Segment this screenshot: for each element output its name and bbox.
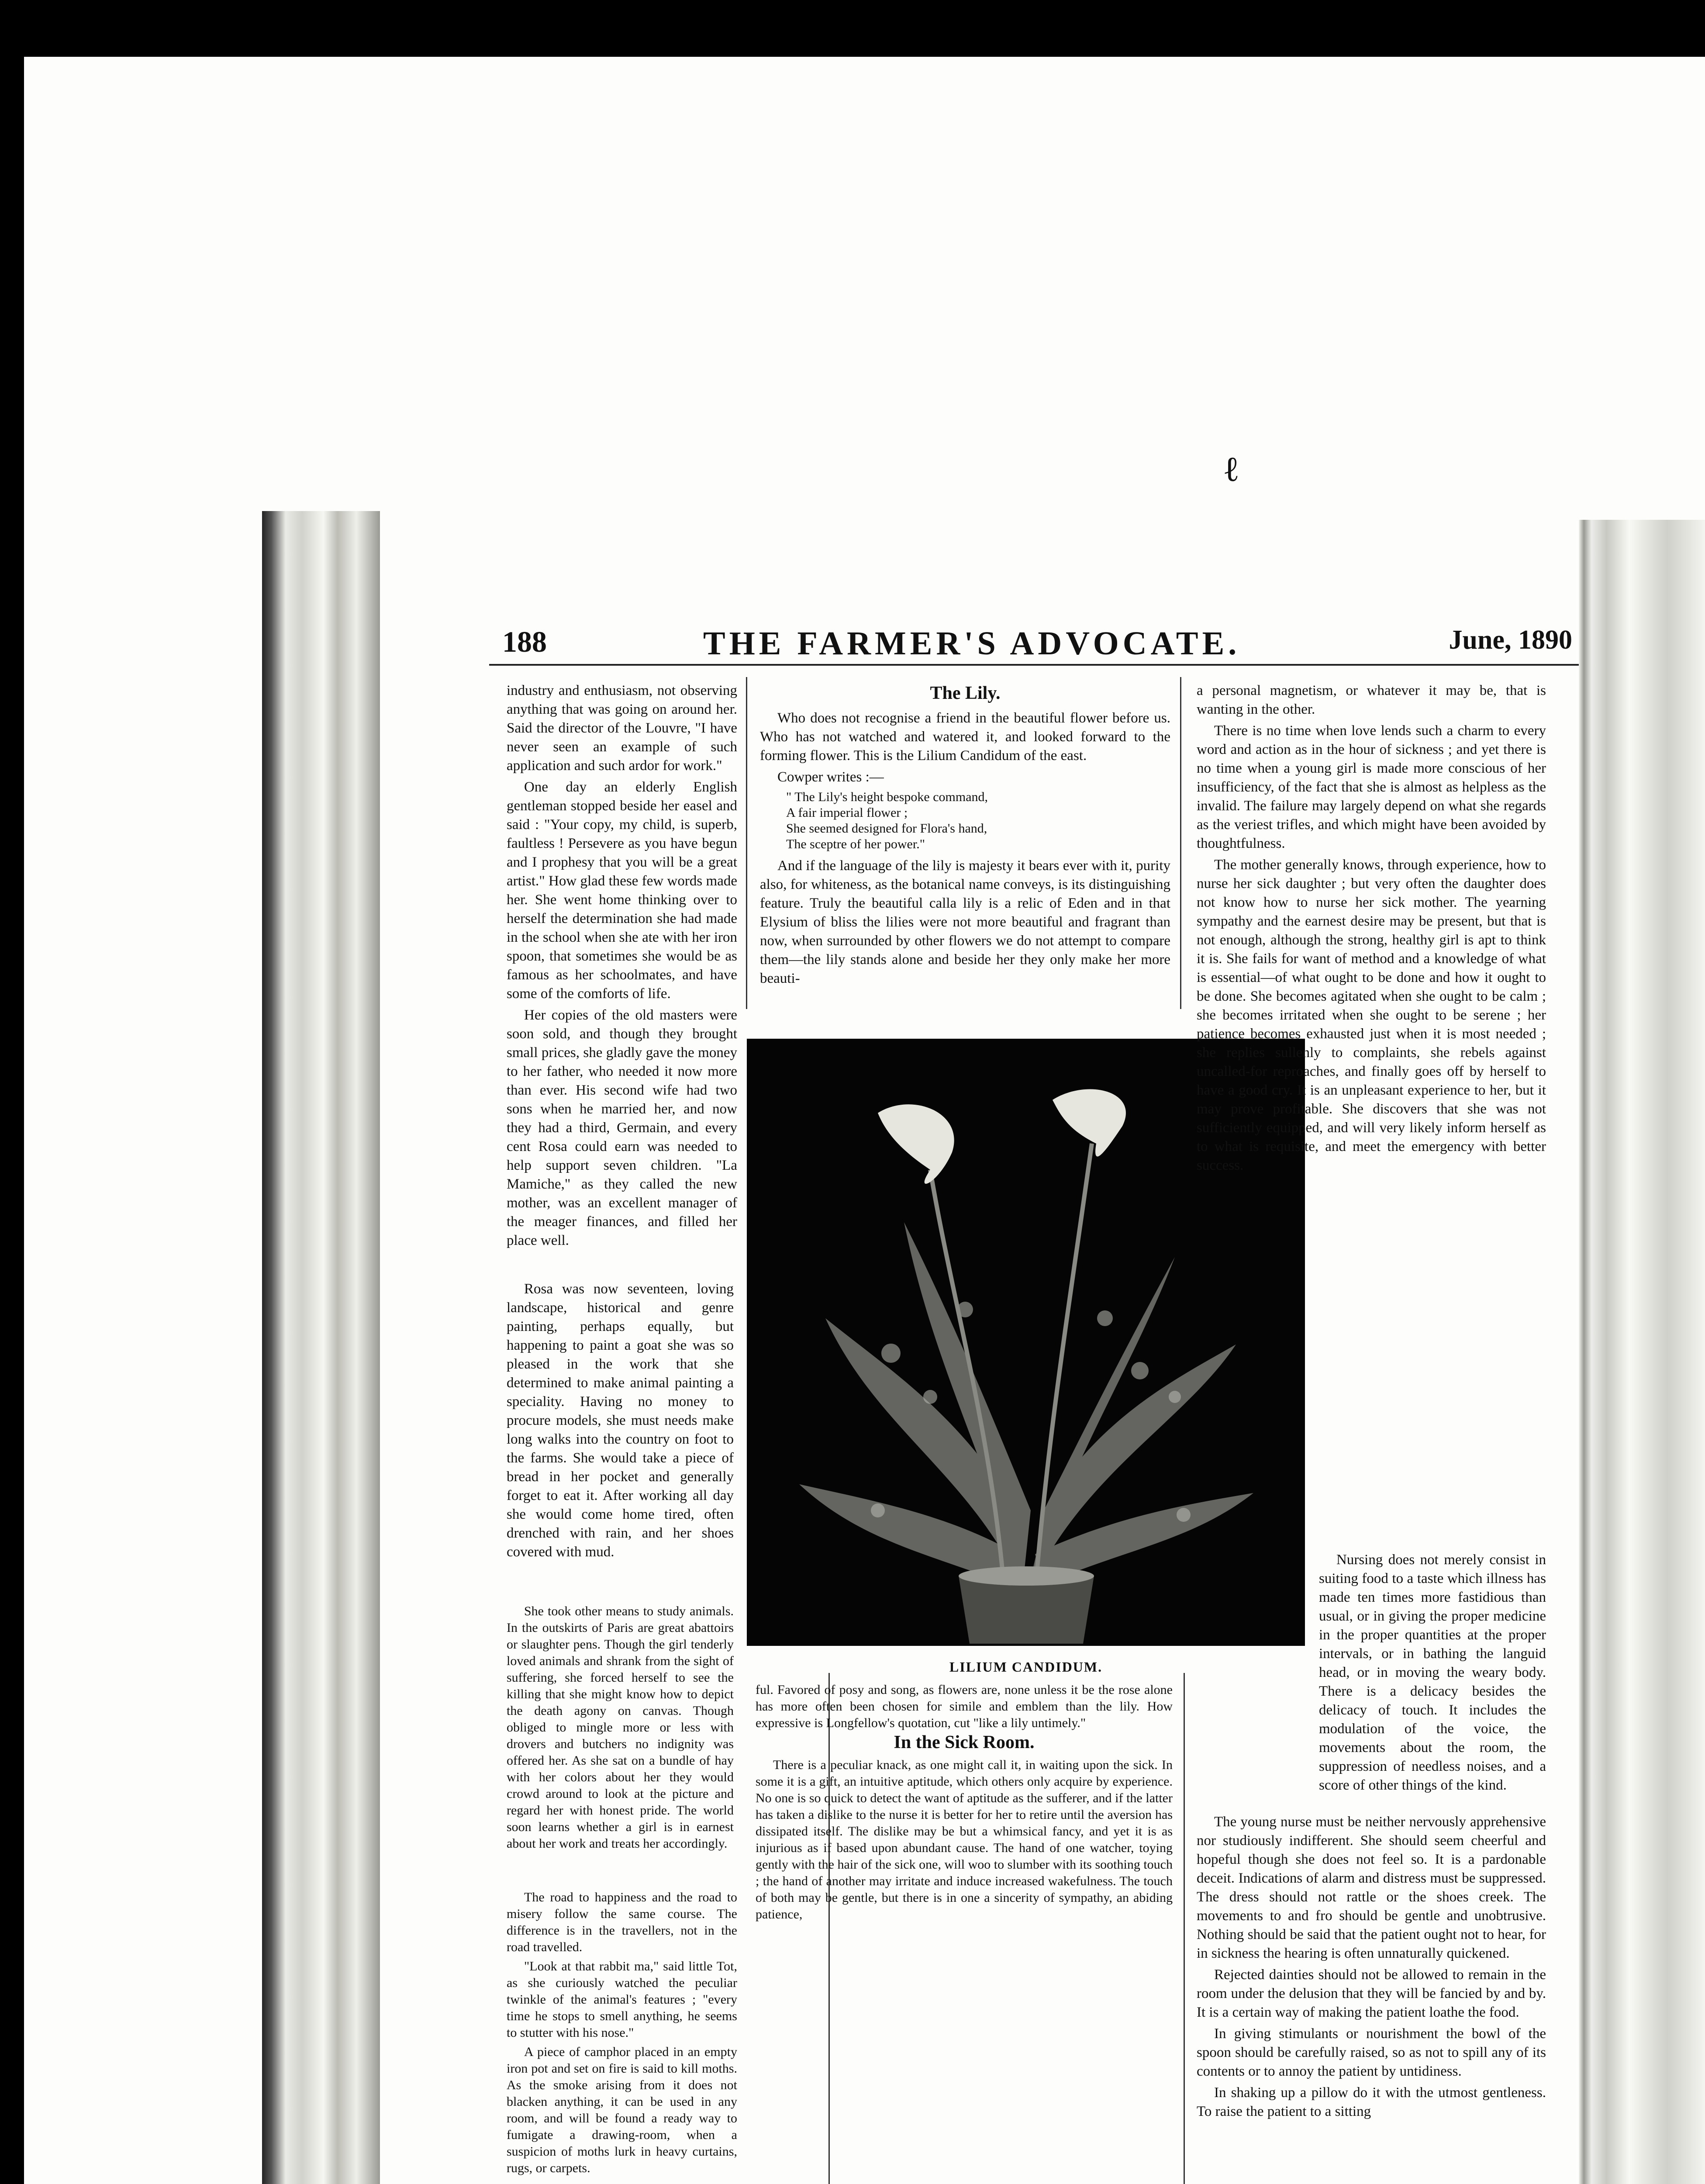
book-spine-left-pages [262, 511, 380, 2184]
stray-mark: ℓ [1223, 450, 1240, 489]
column-divider [746, 677, 747, 1009]
column-divider [1180, 677, 1181, 1009]
paragraph: A piece of camphor placed in an empty iron pot and set on fire is said to kill moths. As the smoke arising from it does not blacken anything, it can be used in any room, and will be found a ready way to fumigate a drawing-room, when a suspicion of moths lurk in heavy curtains, rugs, or carpets. [507, 2045, 737, 2175]
paragraph: In shaking up a pillow do it with the utmost gentleness. To raise the patient to a sitting [1197, 2085, 1546, 2119]
article-title-sick-room: In the Sick Room. [894, 1732, 1035, 1752]
book-right-pages-edge [1579, 520, 1705, 2184]
verse-line: She seemed designed for Flora's hand, [786, 821, 987, 836]
column-1-top [507, 681, 737, 1253]
paragraph: Her copies of the old masters were soon sold, and though they brought small prices, she gladly gave the money to her father, who needed it now more than ever. His second wife had two sons when he married her, and now they had a third, Germain, and every cent Rosa could earn was needed to help support seven children. "La Mamiche," as they called the new mother, was an excellent manager of the meager finances, and filled her place well. [507, 1007, 737, 1248]
article-title-lily: The Lily. [930, 683, 1001, 703]
paragraph: In giving stimulants or nourishment the bowl of the spoon should be carefully raised, so as not to spill any of its contents or to annoy the patient by untidiness. [1197, 2026, 1546, 2079]
paragraph: One day an elderly English gentleman stopped beside her easel and said : "Your copy, my child, is superb, faultless ! Persevere as you have begun and I prophesy that you will be a great artist." How glad these few words made her. She went home thinking over to herself the determination she had made in the school when she ate with her iron spoon, that sometimes she would be as famous as her schoolmates, and have some of the comforts of life. [507, 779, 737, 1002]
column-divider [1184, 1673, 1185, 2184]
masthead: THE FARMER'S ADVOCATE. [703, 625, 1241, 662]
paragraph: industry and enthusiasm, not observing anything that was going on around her. Said the director of the Louvre, "I have never seen an example of such application and such ardor for work." [507, 683, 737, 774]
column-1-bottom [507, 1889, 737, 2179]
paragraph: a personal magnetism, or whatever it may be, that is wanting in the other. [1197, 683, 1546, 717]
paragraph: "Look at that rabbit ma," said little Tot, as she curiously watched the peculiar twinkle of the animal's features ; "every time he stops to smell anything, he seems to stutter with his nose." [507, 1959, 737, 2040]
page-number: 188 [502, 625, 547, 658]
paragraph: The road to happiness and the road to misery follow the same course. The difference is in the travellers, not in the road travelled. [507, 1890, 737, 1954]
column-2-lower [756, 1682, 1173, 1925]
paragraph: She took other means to study animals. In the outskirts of Paris are great abattoirs or slaughter pens. Though the girl tenderly loved animals and shrank from the sight of suffering, she forced herself to see the killing that she might know how to depict the death agony on canvas. Though obliged to mingle more or less with drovers and butchers no indignity was offered her. As she sat on a bundle of hay with her colors about her they would crowd around to look at the picture and regard her with honest pride. The world soon learns whether a girl is in earnest about her work and treats her accordingly. [507, 1604, 734, 1851]
verse-line: A fair imperial flower ; [786, 805, 908, 820]
newspaper-page [380, 520, 1579, 2184]
paragraph: There is no time when love lends such a charm to every word and action as in the hour of sickness ; and yet there is no time when a young girl is made more conscious of her insufficiency, of the fact that she is almost as helpless as the invalid. The failure may largely depend on what she regards as the veriest trifles, and which might have been avoided by thoughtfulness. [1197, 723, 1546, 851]
column-1-lower [507, 1603, 734, 1855]
paragraph: The mother generally knows, through experience, how to nurse her sick daughter ; but very often the daughter does not know how to nurse her sick mother. The yearning sympathy and the earnest desire may be present, but that is not enough, although the strong, healthy girl is apt to think it is. She fails for want of method and a knowledge of what is essential—of what ought to be done and how it ought to be done. She becomes agitated when she ought to be calm ; she becomes irritated when she ought to be serene ; her patience becomes exhausted just when it is most needed ; she replies sullenly to complaints, she rebels against uncalled-for reproaches, and finally goes off by herself to have a good cry. It is an unpleasant experience to her, but it may prove profitable. She discovers that she was not sufficiently equipped, and will very likely inform herself as to what is requisite, and meet the emergency with better success. [1197, 857, 1546, 1173]
paragraph: Rejected dainties should not be allowed to remain in the room under the delusion that they will be fancied by and by. It is a certain way of making the patient loathe the food. [1197, 1967, 1546, 2020]
paragraph: And if the language of the lily is majesty it bears ever with it, purity also, for whiteness, as the botanical name conveys, is its distinguishing feature. Truly the beautiful calla lily is a relic of Eden and in that Elysium of bliss the lilies were not more beautiful and fragrant than now, when surrounded by other flowers we do not attempt to compare them—the lily stands alone and beside her they only make her more beauti- [760, 858, 1170, 986]
verse-line: The sceptre of her power." [786, 837, 925, 851]
paragraph: ful. Favored of posy and song, as flowers are, none unless it be the rose alone has more often been chosen for simile and emblem than the lily. How expressive is Longfellow's quotation, cut "like a lily untimely." [756, 1683, 1173, 1730]
verse-line: " The Lily's height bespoke command, [786, 790, 988, 804]
paragraph: Who does not recognise a friend in the beautiful flower before us. Who has not watched and watered it, and looked forward to the forming flower. This is the Lilium Candidum of the east. [760, 710, 1170, 764]
column-2-top [760, 681, 1170, 991]
paragraph: The young nurse must be neither nervously apprehensive nor studiously indifferent. She should seem cheerful and hopeful though she does not feel so. It is a pardonable deceit. Indications of alarm and distress must be suppressed. The dress should not rattle or the shoes creek. The movements to and fro should be gentle and unobtrusive. Nothing should be said that the patient ought not to hear, for in sickness the hearing is often unnaturally quickened. [1197, 1814, 1546, 1961]
quote-intro: Cowper writes :— [777, 769, 884, 785]
figure-caption: LILIUM CANDIDUM. [949, 1659, 1103, 1675]
header-rule [489, 664, 1579, 666]
paragraph: Nursing does not merely consist in suiting food to a taste which illness has made ten times more fastidious than usual, or in giving the proper medicine in the proper quantities at the proper intervals, or in bathing the languid head, or in moving the weary body. There is a delicacy besides the delicacy of touch. It includes the modulation of the voice, the movements about the room, the suppression of needless noises, and a score of other things of the kind. [1319, 1552, 1546, 1793]
issue-date: June, 1890 [1449, 625, 1572, 655]
column-3-middle [1319, 1551, 1546, 1797]
paragraph: There is a peculiar knack, as one might call it, in waiting upon the sick. In some it is a gift, an intuitive aptitude, which others only acquire by experience. No one is so quick to detect the want of aptitude as the sufferer, and if the latter has taken a dislike to the nurse it is better for her to retire until the aversion has dissipated itself. The dislike may be but a whimsical fancy, and yet it is as injurious as if based upon abundant cause. The hand of one watcher, toying gently with the hair of the sick one, will woo to slumber with its soothing touch ; the hand of another may irritate and induce increased wakefulness. The touch of both may be gentle, but there is in one a sincerity of sympathy, an abiding patience, [756, 1758, 1173, 1921]
scanned-sheet [24, 57, 1705, 2184]
column-3-top [1197, 681, 1546, 1178]
column-1-middle [507, 1280, 734, 1564]
paragraph: Rosa was now seventeen, loving landscape, historical and genre painting, perhaps equally, but happening to paint a goat she was so pleased in the work that she determined to make animal painting a speciality. Having no money to procure models, she must needs make long walks into the country on foot to the farms. She would take a piece of bread in her pocket and generally forget to eat it. After working all day she would come home tired, often drenched with rain, and her shoes covered with mud. [507, 1281, 734, 1560]
poem-verse [786, 789, 1170, 852]
column-3-bottom [1197, 1813, 1546, 2124]
